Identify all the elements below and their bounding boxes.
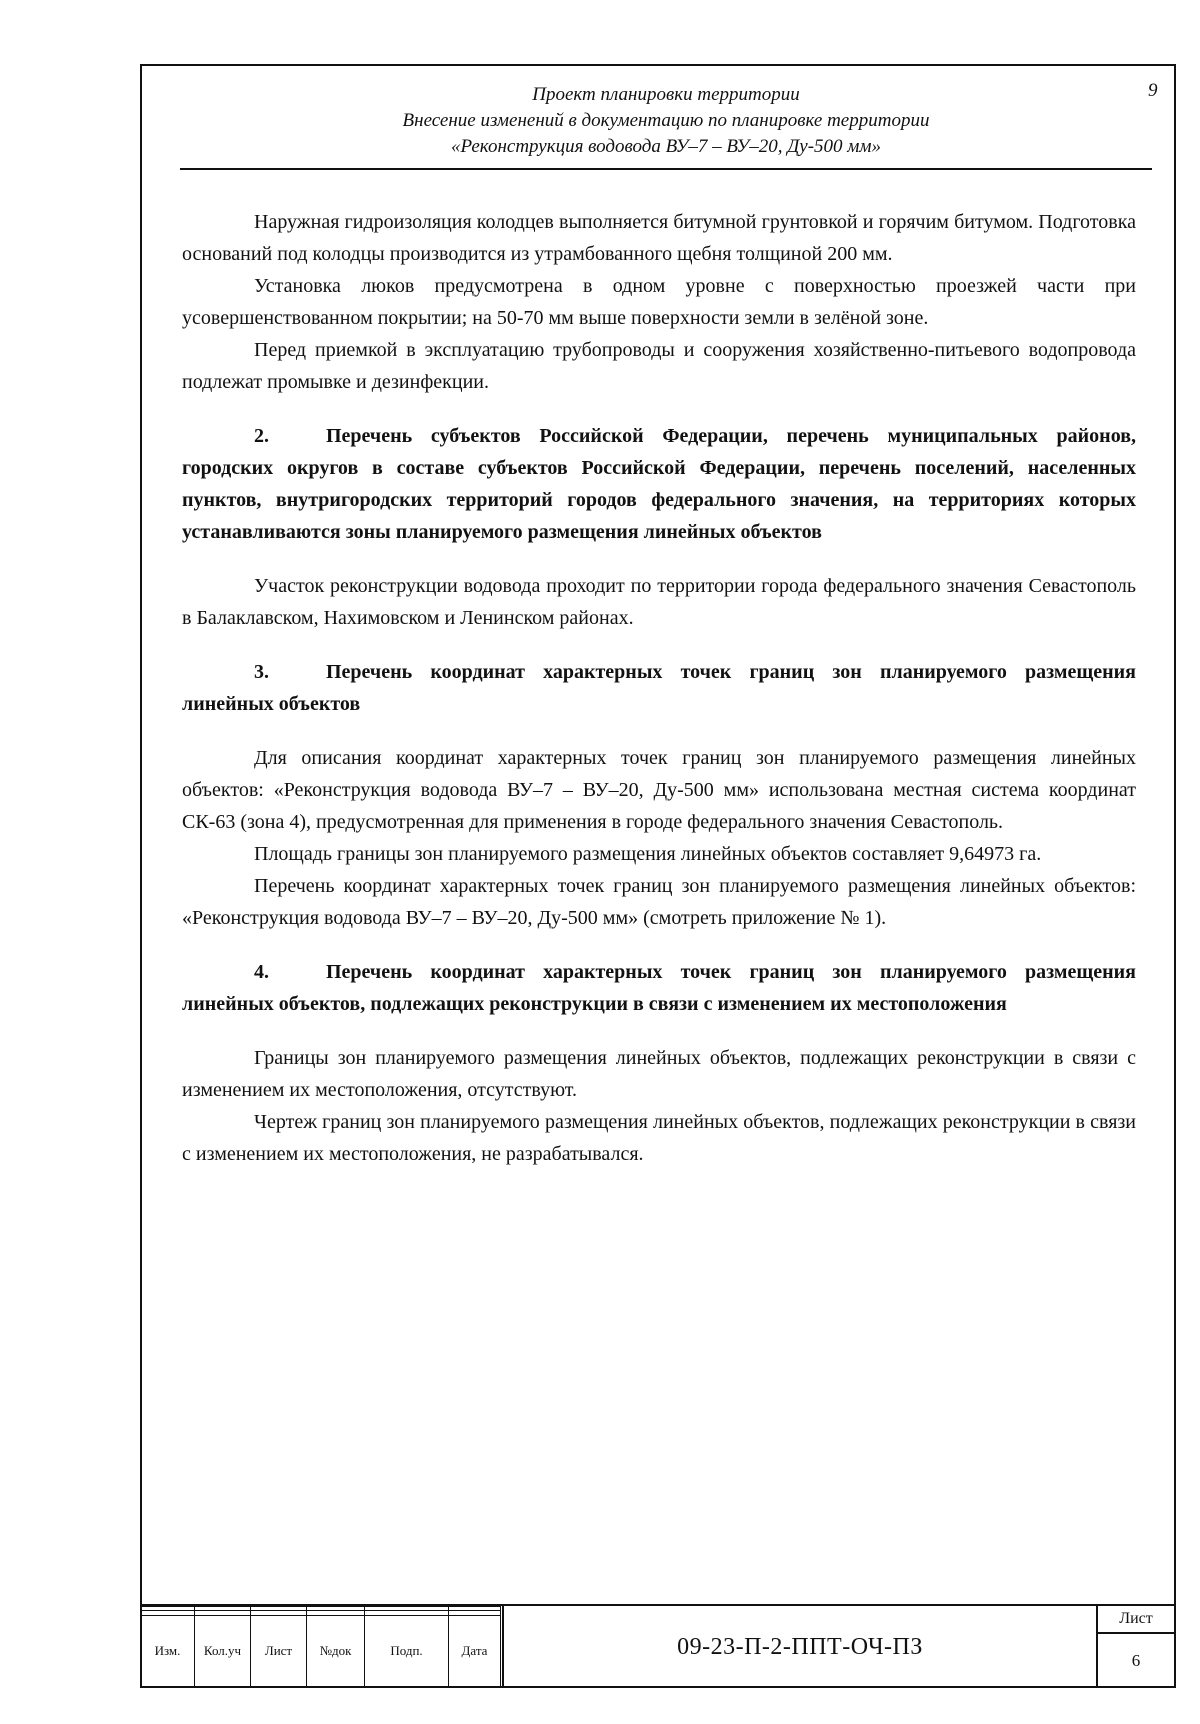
paragraph: Перечень координат характерных точек границ зон планируемого размещения линейных объектов: «Реконструкция водовода ВУ–7 – ВУ–20, Ду-500 мм» (смотреть приложение № 1). <box>182 875 1136 929</box>
sheet-cell <box>1096 1606 1174 1688</box>
stamp-col-izm: Изм. <box>141 1615 195 1688</box>
document-code: 09-23-П-2-ППТ-ОЧ-ПЗ <box>502 1606 1096 1688</box>
header-line-3: «Реконструкция водовода ВУ–7 – ВУ–20, Ду-500 мм» <box>450 136 882 157</box>
section-title: Перечень координат характерных точек границ зон планируемого размещения линейных объектов <box>182 661 1136 715</box>
revision-table <box>140 1606 500 1688</box>
section-2-heading <box>182 420 1136 548</box>
section-3-heading <box>182 656 1136 720</box>
paragraph: Наружная гидроизоляция колодцев выполняется битумной грунтовкой и горячим битумом. Подготовка оснований под колодцы производится из утрамбованного щебня толщиной 200 мм. <box>182 211 1136 265</box>
section-title: Перечень субъектов Российской Федерации, перечень муниципальных районов, городских округов в составе субъектов Российской Федерации, перечень поселений, населенных пунктов, внутригородских территорий городов федерального значения, на территориях которых устанавливаются зоны планируемого размещения линейных объектов <box>182 425 1136 543</box>
paragraph: Чертеж границ зон планируемого размещения линейных объектов, подлежащих реконструкции в связи с изменением их местоположения, не разрабатывался. <box>182 1111 1136 1165</box>
header-line-2: Внесение изменений в документацию по планировке территории <box>402 110 930 131</box>
sheet-label: Лист <box>1098 1606 1174 1634</box>
stamp-col-data: Дата <box>449 1615 501 1688</box>
paragraph: Площадь границы зон планируемого размещения линейных объектов составляет 9,64973 га. <box>254 843 1042 865</box>
section-number: 3. <box>254 661 269 683</box>
title-block <box>140 1604 1176 1688</box>
header-divider <box>180 168 1152 170</box>
document-body <box>182 206 1136 1170</box>
paragraph: Перед приемкой в эксплуатацию трубопроводы и сооружения хозяйственно-питьевого водопровода подлежат промывке и дезинфекции. <box>182 339 1136 393</box>
sheet-number: 6 <box>1131 1651 1141 1670</box>
stamp-col-podp: Подп. <box>365 1615 449 1688</box>
section-title: Перечень координат характерных точек границ зон планируемого размещения линейных объектов, подлежащих реконструкции в связи с изменением их местоположения <box>182 961 1136 1015</box>
page-number: 9 <box>1148 80 1158 101</box>
header-line-1: Проект планировки территории <box>532 84 800 105</box>
stamp-col-kol-uch: Кол.уч <box>195 1615 251 1688</box>
document-header <box>180 82 1152 160</box>
paragraph: Границы зон планируемого размещения линейных объектов, подлежащих реконструкции в связи с изменением их местоположения, отсутствуют. <box>182 1047 1136 1101</box>
section-number: 2. <box>254 425 269 447</box>
paragraph: Для описания координат характерных точек границ зон планируемого размещения линейных объектов: «Реконструкция водовода ВУ–7 – ВУ–20, Ду-500 мм» использована местная система координат СК-63 (зона 4), предусмотренная для применения в городе федерального значения Севастополь. <box>182 747 1136 833</box>
stamp-col-list: Лист <box>251 1615 307 1688</box>
stamp-col-ndok: №док <box>307 1615 365 1688</box>
paragraph: Участок реконструкции водовода проходит по территории города федерального значения Севастополь в Балаклавском, Нахимовском и Ленинском районах. <box>182 575 1136 629</box>
paragraph: Установка люков предусмотрена в одном уровне с поверхностью проезжей части при усовершенствованном покрытии; на 50-70 мм выше поверхности земли в зелёной зоне. <box>182 275 1136 329</box>
section-4-heading <box>182 956 1136 1020</box>
section-number: 4. <box>254 961 269 983</box>
